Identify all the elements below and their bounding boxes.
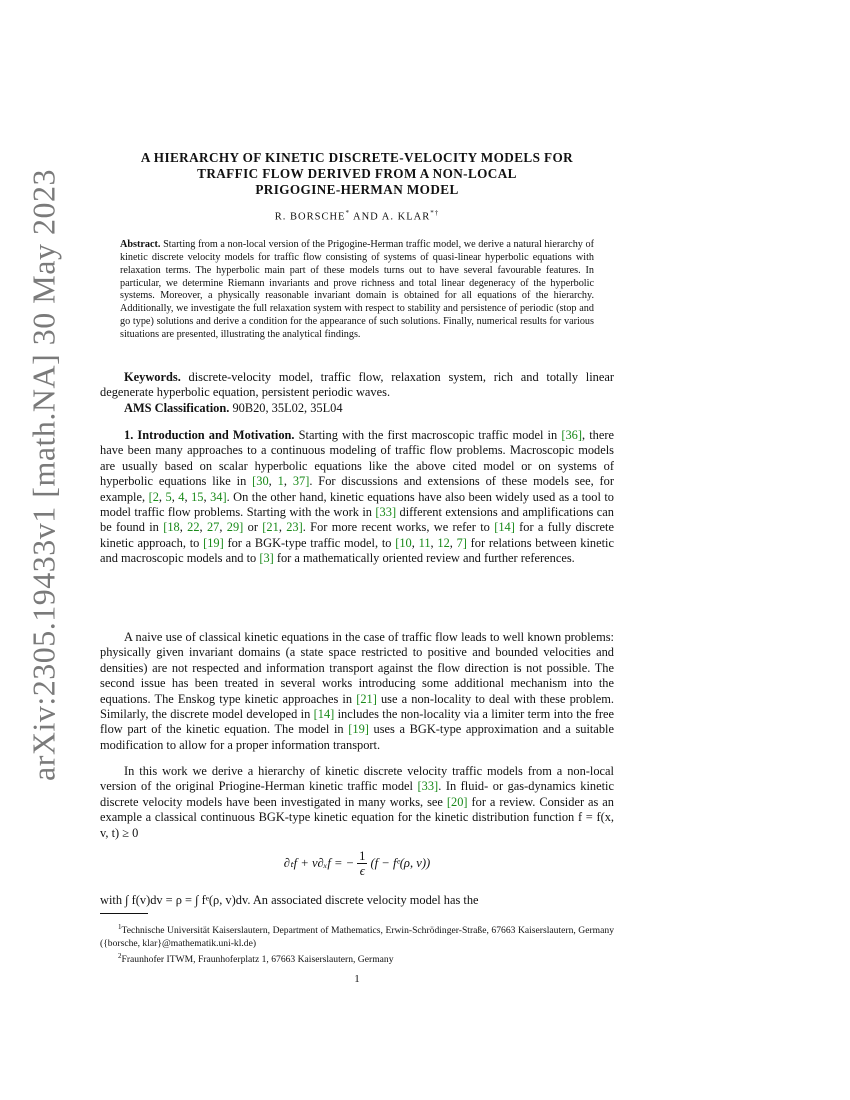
text-run: for relations between kinetic and macroscopic models and to (100, 535, 614, 566)
text-run: In this work we derive a hierarchy of kinetic discrete velocity traffic models from a non-local version of the original Priogine-Herman kinetic traffic model (100, 764, 614, 794)
author-affil-mark-2: *† (430, 209, 440, 217)
citation-link[interactable]: [19] (203, 535, 224, 550)
text-run: different extensions and amplifications can be found in (100, 505, 614, 535)
text-run: . For discussions and extensions of these models see, for example, (100, 474, 614, 504)
citation-link[interactable]: [2 (148, 489, 159, 504)
title-line-1: A HIERARCHY OF KINETIC DISCRETE-VELOCITY MODELS FOR (140, 150, 574, 165)
citation-link[interactable]: [33] (375, 505, 397, 520)
author-borsche: R. BORSCHE (274, 211, 346, 223)
keywords-text: discrete-velocity model, traffic flow, relaxation system, rich and totally linear degenerate hyperbolic equation, persistent periodic waves. (100, 370, 614, 400)
keywords-label: Keywords. (124, 370, 181, 384)
citation-link[interactable]: 15 (191, 489, 204, 504)
author-list (100, 209, 614, 223)
citation-link[interactable]: 37] (292, 474, 310, 489)
text-run: , there have been many approaches to a continuous modeling of traffic flow problems. Macroscopic models are usually based on scalar hyperbolic equations like the above cited model or on systems of hyperbolic equations like in (100, 428, 614, 489)
intro-paragraph: 1. Introduction and Motivation. Starting with the first macroscopic traffic model in [36], there have been many approaches to a continuous modeling of traffic flow problems. Macroscopic models are usually based on scalar hyperbolic equations like the above cited model or on systems of hyperbolic equations like in [30, 1, 37]. For discussions and extensions of these models see, for example, [2, 5, 4, 15, 34]. On the other hand, kinetic equations have also been widely used as a tool to model traffic flow problems. Starting with the work in [33] different extensions and amplifications can be found in [18, 22, 27, 29] or [21, 23]. For more recent works, we refer to [14] for a fully discrete kinetic approach, to [19] for a BGK-type traffic model, to [10, 11, 12, 7] for relations between kinetic and macroscopic models and to [3] for a mathematically oriented review and further references. (100, 428, 615, 566)
text-run: for a mathematically oriented review and further references. (273, 551, 575, 566)
citation-link[interactable]: [18 (163, 520, 180, 535)
text-run: . In fluid- or gas-dynamics kinetic discrete velocity models have been investigated in many works, see (100, 779, 614, 809)
text-run: Starting with the first macroscopic traffic model in (298, 428, 562, 442)
ams-label: AMS Classification. (124, 400, 230, 415)
paper-title (100, 150, 614, 198)
paragraph-3 (100, 764, 614, 841)
abstract (120, 239, 594, 342)
page-number: 1 (354, 973, 360, 985)
citation-link[interactable]: [33] (417, 779, 439, 794)
footnote-mark-1: 1 (118, 923, 122, 931)
footnotes (100, 921, 614, 967)
citation-link[interactable]: [14] (313, 707, 335, 722)
equation-fraction (357, 850, 367, 878)
paragraph-2 (100, 630, 614, 753)
citation-link[interactable]: [10 (395, 535, 412, 550)
text-run: A naive use of classical kinetic equations in the case of traffic flow leads to well known problems: physically given invariant domains (a state space restricted to positive and bounded velocities and densities) are not respected and information transport against the flow direction is not possible. The second issue has been treated in several works introducing some additional mechanism into the equations. The Enskog type kinetic approaches in (100, 630, 614, 706)
abstract-text: Starting from a non-local version of the Prigogine-Herman traffic model, we derive a natural hierarchy of kinetic discrete velocity models for traffic flow consisting of systems of quasi-linear hyperbolic equations with relaxation terms. The hyperbolic main part of these models turns out to have several favourable features. In particular, we determine Riemann invariants and prove richness and total linear degeneracy of the hyperbolic systems. Moreover, a physically reasonable invariant domain is obtained for all equations of the hierarchy. Additionally, we investigate the full relaxation system with respect to stability and persistence of periodic (stop and go type) solutions and derive a condition for the appearance of such solutions. Finally, numerical results for various situations are presented, illustrating the analytical findings. (120, 239, 595, 340)
footnote-rule (100, 913, 148, 914)
text-run: uses a BGK-type approximation and a suitable modification to allow for a proper information transport. (100, 722, 614, 752)
citation-link[interactable]: 29] (226, 520, 244, 535)
citation-link[interactable]: [19] (348, 722, 369, 737)
text-run: includes the non-locality via a limiter term into the free flow part of the kinetic equation. The model in (100, 707, 614, 737)
text-run: or (243, 520, 263, 535)
abstract-label: Abstract. (120, 239, 161, 250)
title-line-2: TRAFFIC FLOW DERIVED FROM A NON-LOCAL (197, 166, 517, 181)
integral-condition-line: with ∫ f(v)dv = ρ = ∫ fᵉ(ρ, v)dv. An associated discrete velocity model has the (100, 893, 479, 907)
text-run: for a review. Consider as an example a classical continuous BGK-type kinetic equation for the kinetic distribution function f = f(x, v, t) ≥ 0 (100, 794, 615, 840)
citation-link[interactable]: [21] (356, 691, 377, 706)
fraction-denominator: ϵ (359, 864, 365, 878)
footnote-1: Technische Universität Kaiserslautern, Department of Mathematics, Erwin-Schrödinger-Straße, 67663 Kaiserslautern, Germany ({borsche, klar}@mathematik.uni-kl.de) (100, 925, 614, 949)
bgk-equation (100, 850, 614, 878)
section-heading: 1. Introduction and Motivation. (124, 428, 295, 442)
equation-rhs: (f − fᵉ(ρ, v)) (370, 855, 431, 870)
footnote-2: Fraunhofer ITWM, Fraunhoferplatz 1, 67663 Kaiserslautern, Germany (121, 954, 394, 966)
citation-link[interactable]: 27 (206, 520, 220, 535)
citation-link[interactable]: 11 (418, 535, 431, 550)
citation-link[interactable]: [3] (259, 551, 274, 566)
citation-link[interactable]: 1 (277, 474, 284, 489)
citation-link[interactable]: 23] (286, 520, 303, 535)
text-run: . For more recent works, we refer to (302, 520, 495, 535)
equation-lhs: ∂ₜf + v∂ₓf = − (283, 855, 355, 870)
footnote-mark-2: 2 (118, 952, 122, 960)
author-klar: AND A. KLAR (349, 211, 431, 223)
keywords-block (100, 370, 614, 416)
citation-link[interactable]: 5 (165, 489, 172, 504)
citation-link[interactable]: 12 (437, 535, 450, 550)
citation-link[interactable]: [14] (494, 520, 515, 535)
text-run: for a fully discrete kinetic approach, to (100, 520, 614, 550)
text-run: use a non-locality to deal with these problem. Similarly, the discrete model developed in (100, 691, 614, 722)
citation-link[interactable]: 34] (210, 489, 227, 504)
citation-link[interactable]: [36] (561, 428, 582, 442)
text-run: for a BGK-type traffic model, to (223, 535, 396, 550)
citation-link[interactable]: [20] (446, 794, 468, 809)
citation-link[interactable]: 4 (178, 489, 185, 504)
ams-text: 90B20, 35L02, 35L04 (232, 400, 343, 415)
citation-link[interactable]: [30 (252, 474, 269, 489)
title-line-3: PRIGOGINE-HERMAN MODEL (255, 182, 459, 197)
arxiv-sidebar (22, 169, 66, 781)
citation-link[interactable]: 22 (187, 520, 200, 535)
text-run: . On the other hand, kinetic equations have also been widely used as a tool to model traffic flow problems. Starting with the work in (100, 489, 615, 520)
fraction-numerator: 1 (359, 849, 366, 863)
arxiv-identifier: arXiv:2305.19433v1 [math.NA] 30 May 2023 (25, 169, 62, 781)
author-affil-mark-1: * (345, 209, 350, 217)
citation-link[interactable]: [21 (262, 520, 279, 535)
citation-link[interactable]: 7] (456, 535, 467, 550)
